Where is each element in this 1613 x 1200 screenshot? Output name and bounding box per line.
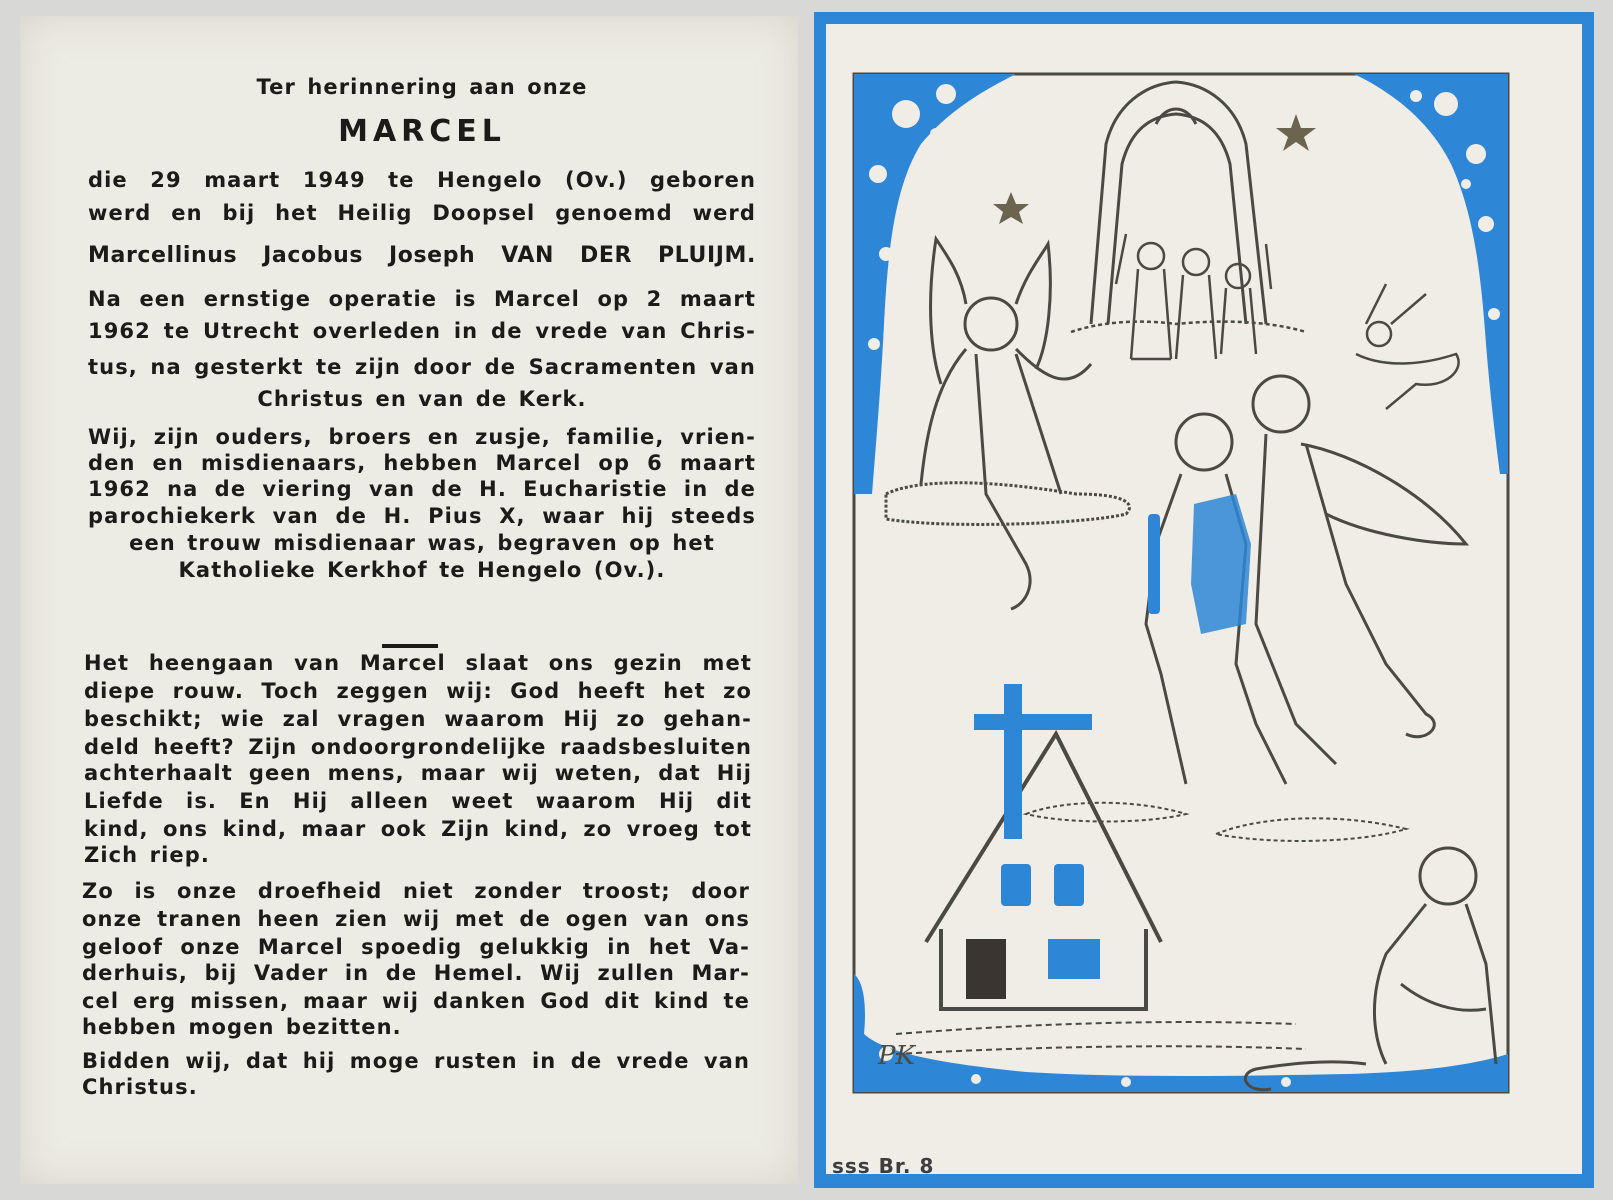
sitting-child xyxy=(1245,848,1496,1090)
comfort-line-4: derhuis, bij Vader in de Hemel. Wij zullen Mar- xyxy=(82,961,750,985)
separator-rule xyxy=(382,644,438,648)
burial-line-5: een trouw misdienaar was, begraven op het xyxy=(129,531,715,555)
memorial-card-text-side xyxy=(20,16,798,1184)
comfort-line-6: hebben mogen bezitten. xyxy=(82,1015,402,1039)
grief-line-3: beschikt; wie zal vragen waarom Hij zo gehan- xyxy=(84,707,752,731)
choir-angels xyxy=(1071,234,1306,359)
prayer-line-2: Christus. xyxy=(82,1075,198,1099)
floral-corner-top-left xyxy=(854,74,1016,494)
death-line-3: tus, na gesterkt te zijn door de Sacramenten van xyxy=(88,355,756,379)
death-line-2: 1962 te Utrecht overleden in de vrede van Chris- xyxy=(88,319,756,343)
star-icon xyxy=(993,114,1316,224)
grief-line-2: diepe rouw. Toch zeggen wij: God heeft het zo xyxy=(84,679,752,703)
grief-line-8: Zich riep. xyxy=(84,843,210,867)
comfort-line-1: Zo is onze droefheid niet zonder troost; door xyxy=(82,879,750,903)
comfort-line-5: cel erg missen, maar wij danken God dit kind te xyxy=(82,989,750,1013)
grief-line-1: Het heengaan van Marcel slaat ons gezin met xyxy=(84,651,752,675)
burial-line-2: den en misdienaars, hebben Marcel op 6 maart xyxy=(88,451,756,475)
memorial-card-picture-side xyxy=(814,12,1594,1188)
small-flying-angel xyxy=(1356,284,1459,409)
born-line-2: werd en bij het Heilig Doopsel genoemd werd xyxy=(88,201,756,225)
death-line-4: Christus en van de Kerk. xyxy=(257,387,587,411)
burial-line-3: 1962 na de viering van de H. Eucharistie in de xyxy=(88,477,756,501)
burial-line-1: Wij, zijn ouders, broers en zusje, familie, vrien- xyxy=(88,425,756,449)
born-line-1: die 29 maart 1949 te Hengelo (Ov.) geboren xyxy=(88,168,756,192)
comfort-line-3: geloof onze Marcel spoedig gelukkig in het Va- xyxy=(82,935,750,959)
angels-church-child-icon xyxy=(826,24,1582,1174)
floral-corner-top-right xyxy=(1354,74,1508,474)
burial-line-4: parochiekerk van de H. Pius X, waar hij steeds xyxy=(88,504,756,528)
intro-line: Ter herinnering aan onze xyxy=(256,75,588,99)
print-code: sss Br. 8 xyxy=(832,1154,935,1178)
grief-line-4: deld heeft? Zijn ondoorgrondelijke raadsbesluiten xyxy=(84,735,752,759)
burial-line-6: Katholieke Kerkhof te Hengelo (Ov.). xyxy=(178,558,666,582)
inner-frame xyxy=(854,74,1508,1092)
cloud-icon xyxy=(1026,803,1406,841)
comfort-line-2: onze tranen heen zien wij met de ogen van ons xyxy=(82,907,750,931)
grief-line-5: achterhaalt geen mens, maar wij weten, dat Hij xyxy=(84,761,752,785)
deceased-name: MARCEL xyxy=(338,114,506,149)
death-line-1: Na een ernstige operatie is Marcel op 2 maart xyxy=(88,287,756,311)
artist-signature: PK xyxy=(878,1041,915,1071)
grief-line-6: Liefde is. En Hij alleen weet waarom Hij dit xyxy=(84,789,752,813)
grief-line-7: kind, ons kind, maar ook Zijn kind, zo vroeg tot xyxy=(84,817,752,841)
illustration-panel xyxy=(826,24,1582,1174)
ground-path xyxy=(896,1022,1306,1054)
full-name: Marcellinus Jacobus Joseph VAN DER PLUIJM. xyxy=(88,243,756,268)
church-icon xyxy=(926,684,1161,1009)
boy-blue-cape xyxy=(1148,494,1251,634)
prayer-line-1: Bidden wij, dat hij moge rusten in de vrede van xyxy=(82,1049,750,1073)
